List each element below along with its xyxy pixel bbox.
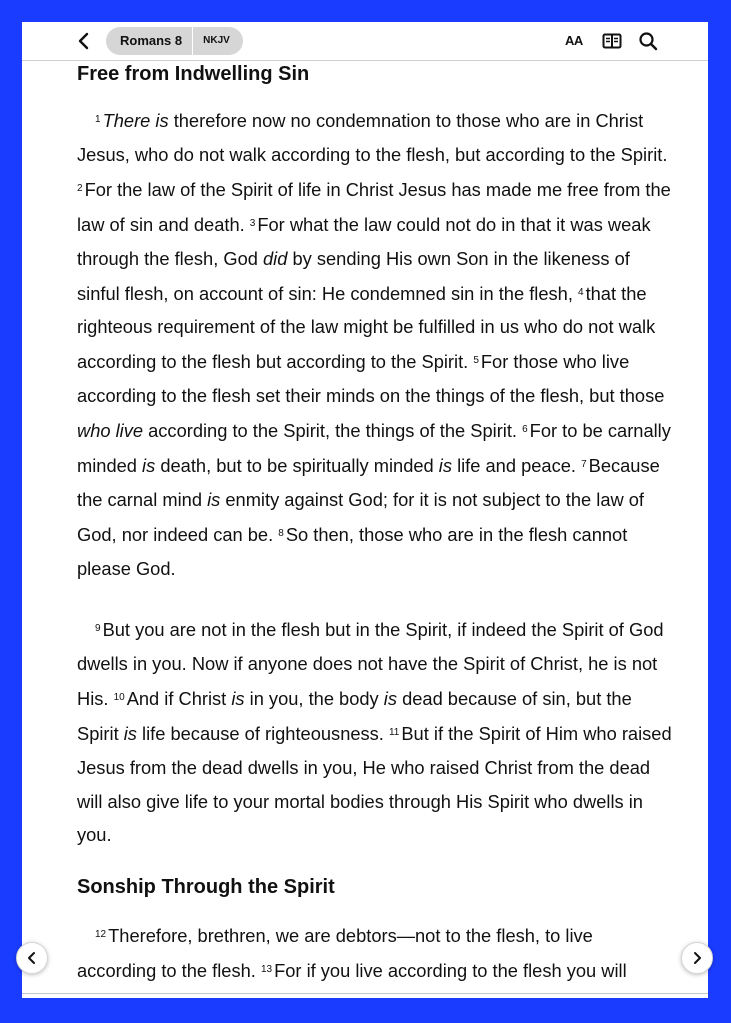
verse-number: 5 [473,355,479,367]
verse-text: death, but to be spiritually minded [155,455,439,477]
verse-number: 4 [578,286,584,298]
section-heading: Sonship Through the Spirit [77,876,335,898]
verse-italic: did [262,247,288,269]
section-heading: Free from Indwelling Sin [77,63,310,85]
verse-italic: is [142,455,156,477]
search-icon [638,31,658,51]
verse-paragraph [77,103,677,586]
verse-text: according to the Spirit, the things of the Spirit. [143,420,523,442]
verse-text: For what the law could not do in that it was weak through the flesh, God [77,213,651,269]
verse-number: 11 [388,726,400,738]
text-size-button[interactable]: AA [565,33,583,48]
verse-text: life and peace. [451,455,582,477]
verse-italic: There is [102,110,169,131]
verse-number: 1 [95,114,101,125]
verse-italic: who live [77,420,144,442]
verse-italic: is [383,687,397,709]
verse-paragraph [77,918,677,988]
verse-italic: is [123,722,137,744]
chevron-left-icon [72,29,96,53]
verse-italic: is [231,687,245,709]
chevron-left-icon [24,950,40,966]
next-chapter-button[interactable] [681,942,713,974]
verse-number: 13 [260,963,273,975]
verse-number: 10 [113,691,125,703]
verse-text: in you, the body [244,687,384,709]
verse-number: 8 [278,527,284,539]
verse-text: And if Christ [126,687,232,709]
reader-view-button[interactable] [602,31,622,51]
verse-text: enmity against God; for it is not subject to the law of God, nor indeed can be. [77,488,645,545]
verse-text: For those who live according to the flesh set their minds on the things of the flesh, but those [77,351,665,407]
verse-text: But you are not in the flesh but in the Spirit, if indeed the Spirit of God dwells in you. Now if anyone does not have the Spirit of Christ, he is not His. [77,619,664,709]
verse-italic: is [207,488,221,510]
bottom-divider [22,993,708,994]
verse-text: dead because of sin, but the Spirit [77,687,632,744]
book-chapter-button[interactable]: Romans 8 [106,27,193,55]
reader-page [22,22,708,998]
previous-chapter-button[interactable] [16,942,48,974]
reference-selector [106,27,243,55]
verse-text: by sending His own Son in the likeness of sinful flesh, on account of sin: He condemned sin in the flesh, [77,247,630,304]
verse-text: So then, those who are in the flesh cannot please God. [77,523,628,579]
verse-number: 7 [581,459,587,471]
verse-text: life because of righteousness. [136,722,389,744]
search-button[interactable] [638,31,658,51]
book-icon [602,31,622,51]
verse-text: But if the Spirit of Him who raised Jesus from the dead dwells in you, He who raised Christ from the dead will also give life to your mortal bodies through His Spirit who dwells in you. [77,722,672,846]
back-button[interactable] [72,29,96,53]
top-toolbar [22,22,708,61]
verse-text: that the righteous requirement of the law might be fulfilled in us who do not walk according to the flesh but according to the Spirit. [77,282,656,373]
verse-text: For if you live according to the flesh you will [274,959,627,981]
verse-number: 9 [95,623,101,634]
chevron-right-icon [689,950,705,966]
verse-text: Because the carnal mind [77,455,660,510]
verse-text: For the law of the Spirit of life in Christ Jesus has made me free from the law of sin and death. [77,178,671,235]
verse-number: 2 [77,182,83,194]
version-button[interactable]: NKJV [203,35,230,46]
verse-number: 12 [95,929,107,940]
verse-text: Therefore, brethren, we are debtors—not to the flesh, to live according to the flesh. [77,925,593,981]
verse-italic: is [438,455,452,477]
verse-paragraph [77,612,677,852]
verse-number: 6 [522,424,528,436]
verse-number: 3 [249,217,256,229]
verse-text: For to be carnally minded [77,420,671,477]
verse-text: therefore now no condemnation to those who are in Christ Jesus, who do not walk according to the flesh, but according to the Spirit. [77,110,668,165]
